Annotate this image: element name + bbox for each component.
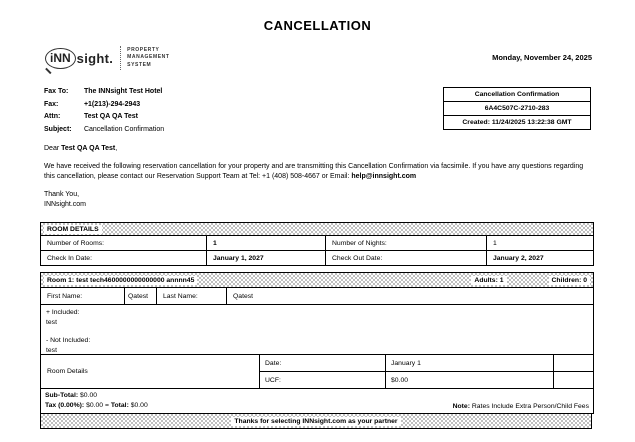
subject-row	[44, 124, 164, 137]
rate-rows	[259, 355, 593, 388]
check-in-date-value: January 1, 2027	[206, 251, 325, 265]
page-title: CANCELLATION	[263, 18, 372, 33]
included-amenities-block	[41, 304, 593, 354]
fax-number-label: Fax:	[44, 100, 59, 108]
room1-title: Room 1: test tech4600000000000000 annnn45	[44, 276, 197, 285]
subtotal-line	[45, 391, 148, 401]
last-name-label: Last Name:	[156, 288, 226, 304]
fax-number-value: +1(213)-294-2943	[83, 100, 141, 108]
rates-note	[148, 403, 589, 410]
first-name-label: First Name:	[47, 292, 83, 300]
number-of-rooms-label: Number of Rooms:	[47, 239, 105, 247]
number-of-nights-value: 1	[486, 236, 593, 250]
magnifier-icon: iNN	[45, 48, 76, 69]
number-of-nights-label: Number of Nights:	[325, 236, 486, 250]
table-row	[41, 235, 593, 250]
not-included-value: test	[46, 346, 57, 354]
closing-thanks: Thank You,	[44, 191, 80, 198]
table-row	[259, 355, 593, 371]
room1-children-count: Children: 0	[549, 276, 591, 285]
tax-value: $0.00	[86, 401, 104, 409]
logo-text: sight.	[76, 50, 114, 66]
note-label: Note:	[452, 403, 470, 410]
total-value: $0.00	[130, 401, 148, 409]
document-date: Monday, November 24, 2025	[492, 53, 592, 62]
fax-number-row	[44, 99, 164, 112]
first-name-value: Qatest	[124, 288, 156, 304]
room-details-header-band	[41, 223, 593, 235]
cancellation-confirmation-box	[443, 87, 591, 130]
room1-section	[40, 272, 594, 414]
included-label: + Included:	[46, 309, 80, 316]
room1-adults-count: Adults: 1	[471, 276, 506, 285]
room-details-cell: Room Details	[47, 368, 88, 375]
attn-row	[44, 111, 164, 124]
table-row	[41, 250, 593, 265]
letter-paragraph: We have received the following reservation cancellation for your property and are transmitting this Cancellation Confirmation via facsimile. If you have any questions regarding this cancellation, please contact our Reservation Support Team at Tel: +1 (408) 508-4667 or Email: help@innsight.com	[44, 163, 584, 180]
letter-closing	[44, 190, 594, 210]
room1-header-band	[41, 273, 593, 287]
empty-cell	[553, 372, 593, 388]
innsight-logo	[45, 46, 170, 70]
totals-amounts	[45, 391, 148, 410]
logo-divider	[120, 46, 121, 70]
tax-total-line	[45, 401, 148, 411]
room-details-table	[40, 222, 594, 266]
salutation-name: Test QA QA Test	[61, 145, 116, 152]
salutation: Dear Test QA QA Test,	[44, 145, 118, 152]
check-in-date-label: Check In Date:	[47, 254, 92, 262]
check-out-date-value: January 2, 2027	[486, 251, 593, 265]
room-rate-detail-rows	[41, 354, 593, 388]
not-included-label: - Not Included:	[46, 337, 91, 344]
fax-to-value: The INNsight Test Hotel	[83, 88, 163, 95]
fax-to-row	[44, 86, 164, 99]
subject-value: Cancellation Confirmation	[83, 125, 165, 133]
confirmation-number: 6A4C507C-2710-283	[444, 101, 590, 115]
footer-band	[40, 413, 592, 429]
last-name-value: Qatest	[226, 288, 593, 304]
included-value: test	[46, 318, 57, 326]
equals-sign: =	[104, 401, 109, 409]
closing-brand: INNsight.com	[44, 201, 87, 208]
fax-header-block	[44, 86, 164, 136]
total-label: Total:	[110, 401, 129, 409]
date-value: January 1	[385, 355, 553, 371]
letter-body	[44, 144, 594, 210]
fax-to-label: Fax To:	[44, 88, 69, 95]
check-out-date-label: Check Out Date:	[325, 251, 486, 265]
note-text: Rates Include Extra Person/Child Fees	[469, 403, 589, 410]
subtotal-label: Sub-Total:	[45, 392, 79, 399]
magnifier-handle-icon	[45, 68, 51, 74]
logo-tagline: PROPERTY MANAGEMENT SYSTEM	[127, 46, 170, 68]
guest-name-row	[41, 287, 593, 304]
empty-cell	[553, 355, 593, 371]
support-email-link[interactable]: help@innsight.com	[351, 173, 417, 180]
ucf-value: $0.00	[385, 372, 553, 388]
innsight-logo-mark	[45, 48, 113, 69]
confirmation-created-timestamp: Created: 11/24/2025 13:22:38 GMT	[444, 115, 590, 129]
number-of-rooms-value: 1	[206, 236, 325, 250]
attn-label: Attn:	[44, 113, 61, 120]
room-details-header: ROOM DETAILS	[44, 225, 102, 234]
totals-row	[41, 388, 593, 413]
attn-value: Test QA QA Test	[83, 113, 139, 120]
subtotal-value: $0.00	[80, 392, 98, 399]
included-gap	[46, 327, 593, 336]
ucf-label: UCF:	[259, 372, 385, 388]
date-label: Date:	[259, 355, 385, 371]
tax-label: Tax (0.00%):	[45, 401, 85, 409]
subject-label: Subject:	[44, 125, 72, 133]
table-row	[259, 371, 593, 388]
confirmation-box-title: Cancellation Confirmation	[474, 91, 560, 98]
footer-message: Thanks for selecting INNsight.com as your partner	[231, 417, 400, 426]
